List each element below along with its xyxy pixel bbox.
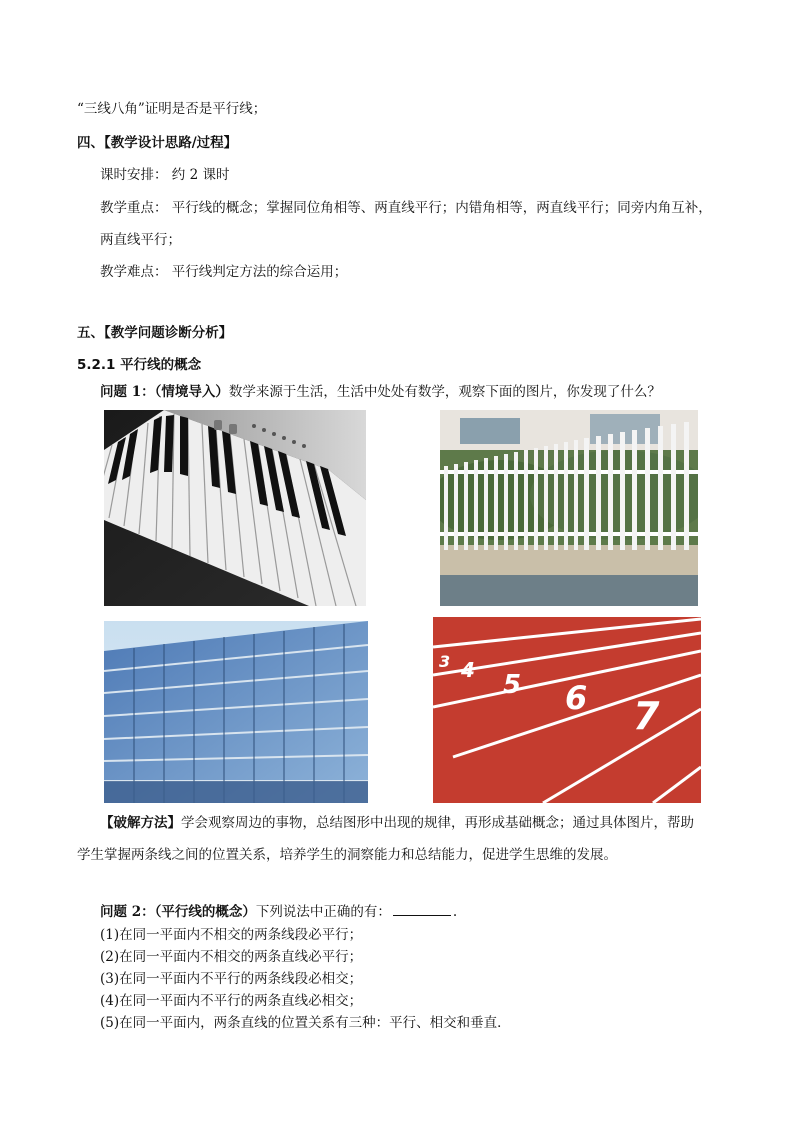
fence-photo <box>440 410 698 606</box>
track-photo <box>433 617 701 803</box>
piano-image <box>104 410 366 606</box>
track-image <box>433 617 701 803</box>
option-4: (4)在同一平面内不平行的两条直线必相交； <box>100 993 363 1009</box>
method-line2: 学生掌握两条线之间的位置关系，培养学生的洞察能力和总结能力，促进学生思维的发展。 <box>77 847 617 863</box>
intro-line: “三线八角”证明是否是平行线； <box>77 101 267 117</box>
lane-number-4: 4 <box>461 658 475 682</box>
schedule-line: 课时安排： 约 2 课时 <box>100 167 230 183</box>
building-photo <box>104 621 368 803</box>
lane-number-5: 5 <box>503 670 522 700</box>
building-image <box>104 621 368 803</box>
method-label: 【破解方法】 <box>100 815 181 831</box>
question2-text: 下列说法中正确的有： <box>255 904 391 920</box>
question1 <box>100 383 661 401</box>
option-1: (1)在同一平面内不相交的两条线段必平行； <box>100 927 363 943</box>
method-line1 <box>100 814 694 832</box>
section5-heading: 五、【教学问题诊断分析】 <box>77 325 233 341</box>
method-text1: 学会观察周边的事物，总结图形中出现的规律，再形成基础概念；通过具体图片，帮助 <box>181 815 694 831</box>
fence-image <box>440 410 698 606</box>
key-points-line2: 两直线平行； <box>100 232 181 248</box>
section5-subheading: 5.2.1 平行线的概念 <box>77 357 202 373</box>
question2-end: . <box>452 904 458 920</box>
question1-label: 问题 1：（情境导入） <box>100 384 229 400</box>
lane-number-6: 6 <box>565 679 588 717</box>
lane-number-7: 7 <box>633 694 660 738</box>
piano-photo <box>104 410 366 606</box>
option-5: (5)在同一平面内，两条直线的位置关系有三种：平行、相交和垂直． <box>100 1015 511 1031</box>
question2 <box>100 902 457 921</box>
question2-label: 问题 2：（平行线的概念） <box>100 904 256 920</box>
key-points-line1: 教学重点： 平行线的概念；掌握同位角相等、两直线平行；内错角相等，两直线平行；同旁内角互补， <box>100 200 712 216</box>
question1-text: 数学来源于生活，生活中处处有数学，观察下面的图片，你发现了什么？ <box>228 384 661 400</box>
option-2: (2)在同一平面内不相交的两条直线必平行； <box>100 949 363 965</box>
answer-blank[interactable] <box>393 902 451 916</box>
option-3: (3)在同一平面内不平行的两条线段必相交； <box>100 971 363 987</box>
difficulty-line: 教学难点： 平行线判定方法的综合运用； <box>100 264 348 280</box>
section4-heading: 四、【教学设计思路/过程】 <box>77 135 238 151</box>
lane-number-3: 3 <box>439 652 451 671</box>
